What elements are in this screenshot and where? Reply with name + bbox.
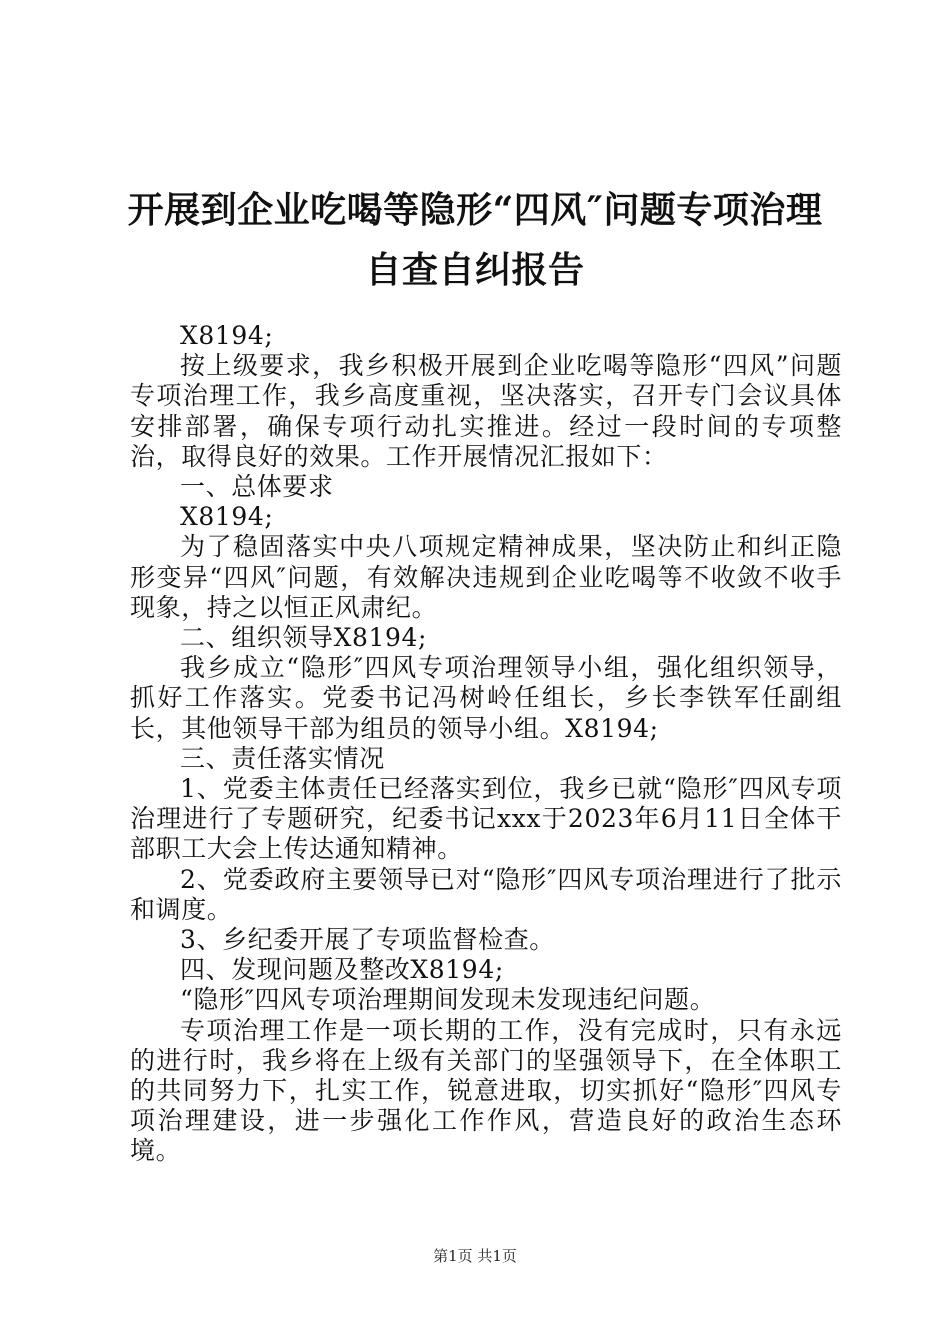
document-title-line-1: 开展到企业吃喝等隐形“四风″问题专项治理 — [127, 189, 823, 231]
paragraph-requirements: 为了稳固落实中央八项规定精神成果，坚决防止和纠正隐形变异“四风″问题，有效解决违规到企业吃喝等不收敛不收手现象，持之以恒正风肃纪。 — [130, 532, 842, 622]
paragraph-placeholder-1: X8194; — [180, 321, 274, 350]
paragraph-organization: 我乡成立“隐形″四风专项治理领导小组，强化组织领导，抓好工作落实。党委书记冯树岭任组长，乡长李铁军任副组长，其他领导干部为组员的领导小组。X8194; — [130, 653, 842, 743]
list-item-2: 2、党委政府主要领导已对“隐形″四风专项治理进行了批示和调度。 — [130, 864, 842, 924]
section-heading-2: 二、组织领导X8194; — [180, 623, 428, 653]
list-item-3: 3、乡纪委开展了专项监督检查。 — [180, 925, 555, 955]
paragraph-conclusion: 专项治理工作是一项长期的工作，没有完成时，只有永远的进行时，我乡将在上级有关部门的坚强领导下，在全体职工的共同努力下，扎实工作，锐意进取，切实抓好“隐形″四风专项治理建设，进一步强化工作作风，营造良好的政治生态环境。 — [130, 1015, 842, 1166]
list-item-1: 1、党委主体责任已经落实到位，我乡已就“隐形″四风专项治理进行了专题研究，纪委书记xxx于2023年6月11日全体干部职工大会上传达通知精神。 — [130, 774, 842, 864]
paragraph-findings: “隐形″四风专项治理期间发现未发现违纪问题。 — [180, 985, 716, 1015]
section-heading-1: 一、总体要求 — [180, 472, 334, 502]
page-footer: 第1页 共1页 — [433, 1247, 517, 1265]
document-title-line-2: 自查自纠报告 — [365, 249, 585, 291]
paragraph-placeholder-2: X8194; — [180, 502, 274, 532]
document-body — [130, 321, 842, 1167]
paragraph-intro: 按上级要求，我乡积极开展到企业吃喝等隐形“四风”问题专项治理工作，我乡高度重视，坚决落实，召开专门会议具体安排部署，确保专项行动扎实推进。经过一段时间的专项整治，取得良好的效果。工作开展情况汇报如下： — [130, 351, 842, 471]
section-heading-3: 三、责任落实情况 — [180, 743, 385, 773]
section-heading-4: 四、发现问题及整改X8194; — [180, 955, 504, 985]
